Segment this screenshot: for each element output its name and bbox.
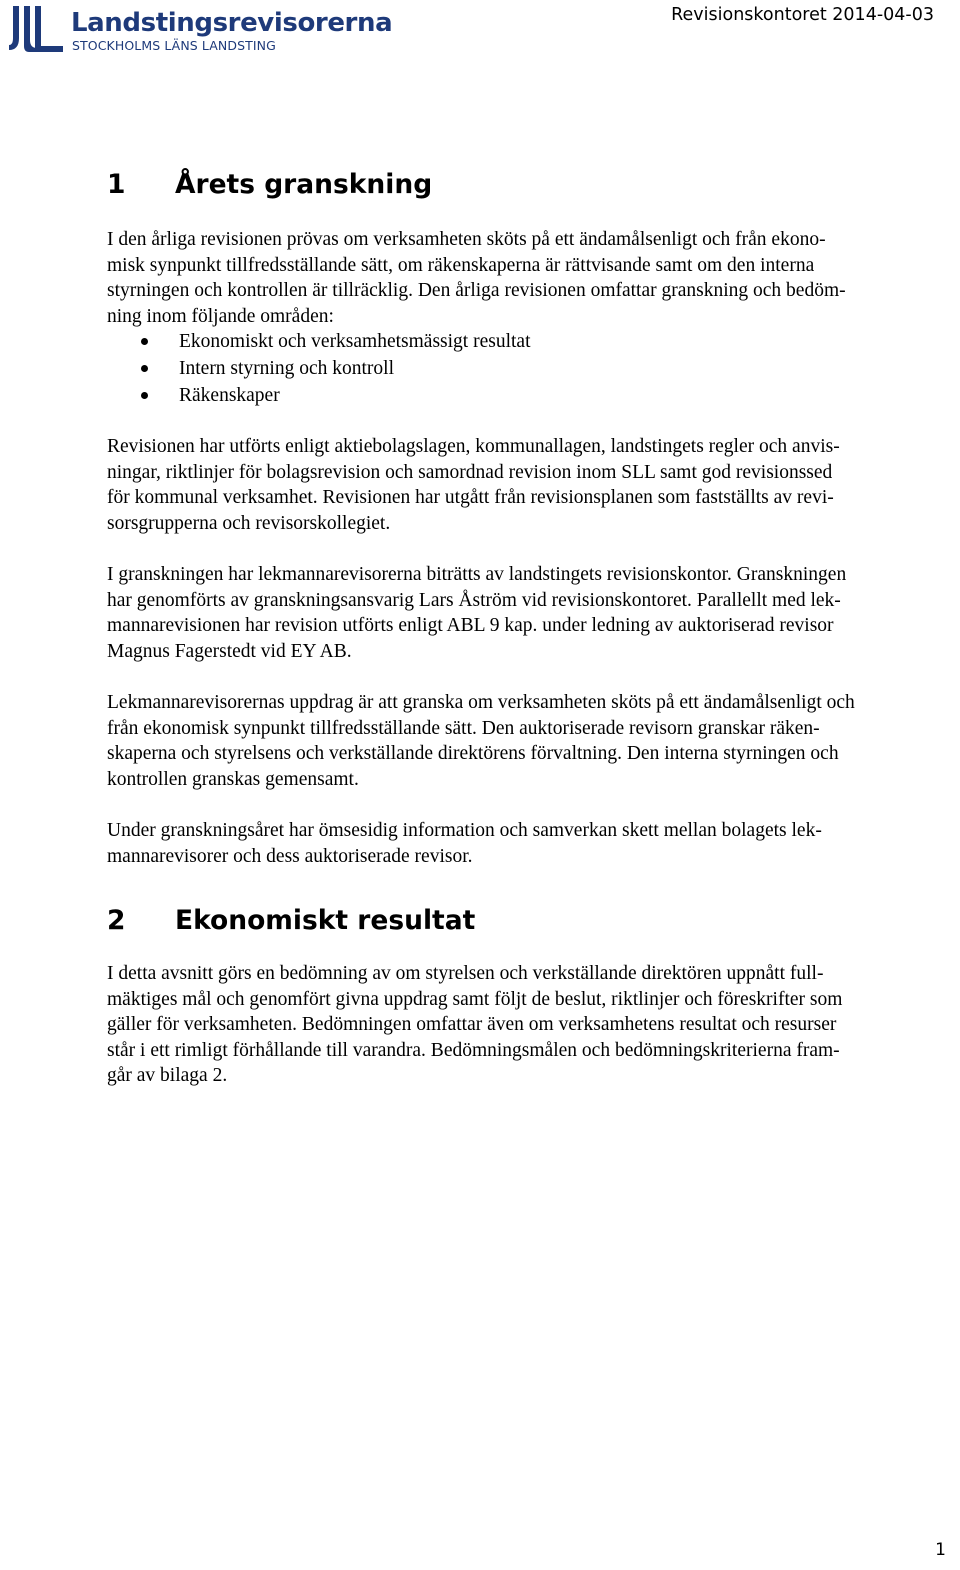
paragraph-intro	[107, 227, 957, 329]
text-line: från ekonomisk synpunkt tillfredsställande sätt. Den auktoriserade revisorn granskar räken-	[107, 717, 820, 739]
bullet-icon	[141, 365, 148, 372]
text-line: mannarevisionen har revision utförts enligt ABL 9 kap. under ledning av auktoriserad revisor	[107, 615, 834, 637]
text-line: ningar, riktlinjer för bolagsrevision och samordnad revision inom SLL samt god revisionssed	[107, 461, 833, 483]
text-line: styrningen och kontrollen är tillräcklig. Den årliga revisionen omfattar granskning och bedöm-	[107, 280, 846, 302]
section-heading-1	[107, 169, 432, 201]
paragraph-cooperation	[107, 818, 957, 869]
paragraph-method	[107, 434, 957, 536]
office-date: Revisionskontoret 2014-04-03	[671, 5, 934, 25]
list-item-label: Räkenskaper	[179, 385, 280, 406]
jll-mark-icon	[9, 6, 65, 54]
bullet-icon	[141, 338, 148, 345]
logo-name: Landstingsrevisorerna	[71, 8, 393, 38]
logo	[9, 6, 393, 56]
text-line: Revisionen har utförts enligt aktiebolagslagen, kommunallagen, landstingets regler och anvis-	[107, 436, 840, 457]
text-line: misk synpunkt tillfredsställande sätt, om räkenskaperna är rättvisande samt om den interna	[107, 254, 815, 276]
text-line: sorsgrupperna och revisorskollegiet.	[107, 512, 391, 534]
bullet-list	[107, 328, 531, 409]
list-item	[107, 355, 531, 382]
list-item	[107, 328, 531, 355]
bullet-icon	[141, 392, 148, 399]
paragraph-mandate	[107, 690, 957, 792]
section-number: 1	[107, 169, 126, 200]
section-heading-2	[107, 905, 475, 937]
text-line: mäktiges mål och genomfört givna uppdrag samt följt de beslut, riktlinjer och föreskrifter som	[107, 988, 843, 1010]
section-title: Ekonomiskt resultat	[175, 905, 476, 936]
list-item-label: Ekonomiskt och verksamhetsmässigt resultat	[179, 331, 531, 352]
text-line: Under granskningsåret har ömsesidig information och samverkan skett mellan bolagets lek-	[107, 820, 822, 841]
list-item-label: Intern styrning och kontroll	[179, 358, 395, 379]
text-line: för kommunal verksamhet. Revisionen har utgått från revisionsplanen som fastställts av revi-	[107, 487, 834, 509]
text-line: gäller för verksamheten. Bedömningen omfattar även om verksamhetens resultat och resurser	[107, 1014, 837, 1036]
section-title: Årets granskning	[175, 169, 433, 200]
text-line: kontrollen granskas gemensamt.	[107, 768, 359, 790]
logo-subtitle: STOCKHOLMS LÄNS LANDSTING	[72, 38, 276, 53]
text-line: Lekmannarevisorernas uppdrag är att granska om verksamheten sköts på ett ändamålsenligt och	[107, 692, 855, 713]
text-line: skaperna och styrelsens och verkställande direktörens förvaltning. Den interna styrningen och	[107, 743, 839, 765]
paragraph-economic	[107, 961, 957, 1089]
text-line: ning inom följande områden:	[107, 305, 334, 327]
page-number: 1	[935, 1540, 946, 1560]
text-line: I granskningen har lekmannarevisorerna biträtts av landstingets revisionskontor. Granskningen	[107, 564, 847, 585]
list-item	[107, 382, 531, 409]
text-line: går av bilaga 2.	[107, 1065, 228, 1087]
page-header	[0, 0, 960, 70]
paragraph-staff	[107, 562, 957, 664]
text-line: mannarevisorer och dess auktoriserade revisor.	[107, 845, 473, 867]
text-line: står i ett rimligt förhållande till varandra. Bedömningsmålen och bedömningskriterierna fram-	[107, 1039, 840, 1061]
section-number: 2	[107, 905, 126, 936]
text-line: I den årliga revisionen prövas om verksamheten sköts på ett ändamålsenligt och från ekono-	[107, 229, 826, 250]
text-line: Magnus Fagerstedt vid EY AB.	[107, 640, 352, 662]
text-line: I detta avsnitt görs en bedömning av om styrelsen och verkställande direktören uppnått full-	[107, 963, 824, 984]
text-line: har genomförts av granskningsansvarig Lars Åström vid revisionskontoret. Parallellt med lek-	[107, 589, 841, 611]
